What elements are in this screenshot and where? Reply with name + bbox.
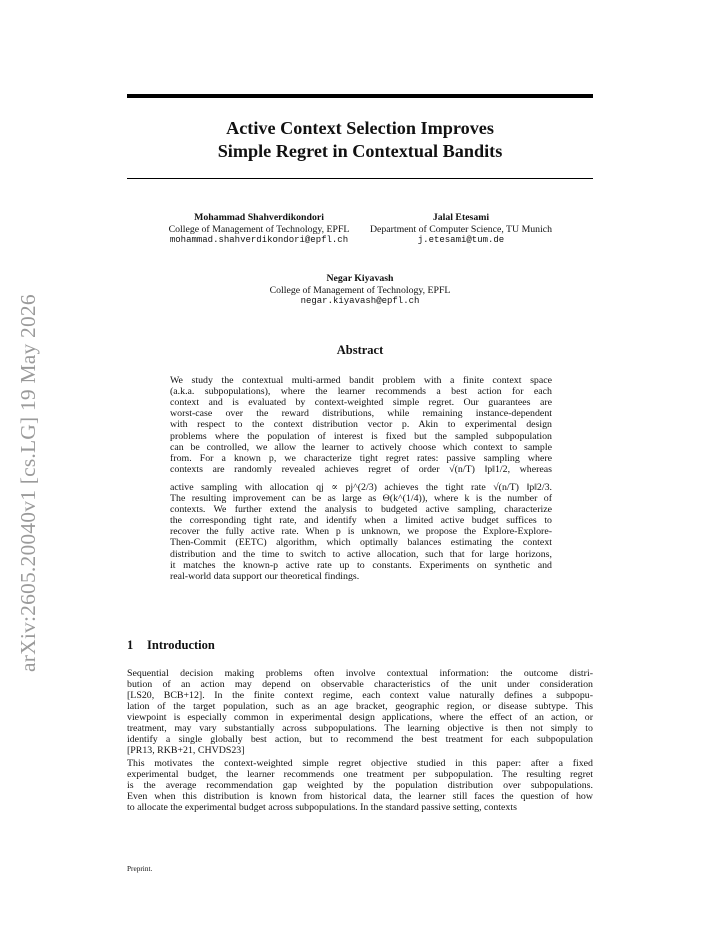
text-line: (a.k.a. subpopulations), where the learner recommends a best action for each bbox=[170, 386, 552, 398]
title-top-rule bbox=[127, 94, 593, 98]
text-line: bution of an action may depend on observable characteristics of the unit under consideration bbox=[127, 679, 593, 690]
title-bottom-rule bbox=[127, 178, 593, 179]
text-line: the corresponding tight rate, and identify when a limited active budget suffices to bbox=[170, 515, 552, 527]
author-name: Jalal Etesami bbox=[432, 212, 490, 223]
author-affiliation: College of Management of Technology, EPFL bbox=[168, 223, 350, 235]
text-line: [LS20, BCB+12]. In the finite context regime, each context value naturally defines a subpopu- bbox=[127, 690, 593, 701]
author-affiliation: College of Management of Technology, EPFL bbox=[269, 284, 451, 296]
text-line: viewpoint is especially common in experimental design applications, where the effect of an action, or bbox=[127, 712, 593, 723]
author-block bbox=[134, 212, 384, 247]
author-block bbox=[230, 273, 490, 308]
text-line: is the average recommendation gap weighted by the population distribution over subpopulations. bbox=[127, 780, 593, 791]
text-line: problems where the population of interest is fixed but the sampled subpopulation bbox=[170, 430, 552, 442]
section-number: 1 bbox=[127, 638, 134, 652]
text-line: worst-case over the reward distributions, while remaining instance-dependent bbox=[170, 408, 552, 420]
text-line: it matches the known-p active rate up to constants. Experiments on synthetic and bbox=[170, 559, 552, 571]
text-line: treatment, may vary substantially across subpopulations. The learning objective is then not simply to bbox=[127, 723, 593, 734]
text-line: to allocate the experimental budget across subpopulations. In the standard passive setting, contexts bbox=[127, 802, 517, 813]
text-line: lation of the target population, such as an age bracket, geographic region, or disease subtype. This bbox=[127, 701, 593, 712]
text-line: with respect to the context distribution vector p. Akin to experimental design bbox=[170, 419, 552, 431]
text-line: contexts. We further extend the analysis to budgeted active sampling, characterize bbox=[170, 504, 552, 516]
author-name: Negar Kiyavash bbox=[326, 273, 394, 284]
text-line: identify a single globally best action, but to recommend the best treatment for each subpopulation bbox=[127, 734, 593, 745]
text-line: recover the fully active rate. When p is unknown, we propose the Explore-Explore- bbox=[170, 526, 552, 538]
text-line: Sequential decision making problems often involve contextual information: the outcome distri- bbox=[127, 668, 593, 679]
author-email[interactable]: mohammad.shahverdikondori@epfl.ch bbox=[169, 235, 349, 246]
text-line: This motivates the context-weighted simple regret objective studied in this paper: after a fixed bbox=[127, 758, 593, 769]
author-affiliation: Department of Computer Science, TU Munich bbox=[369, 223, 553, 235]
text-line: Then-Commit (EETC) algorithm, which optimally balances estimating the context bbox=[170, 537, 552, 549]
section-heading bbox=[127, 638, 215, 653]
text-line: distribution and the time to switch to active allocation, such that for large horizons, bbox=[170, 548, 552, 560]
text-line: [PR13, RKB+21, CHVDS23] bbox=[127, 745, 245, 756]
section-title: Introduction bbox=[147, 638, 215, 652]
text-line: context and is evaluated by context-weighted simple regret. Our guarantees are bbox=[170, 397, 552, 409]
text-line: The resulting improvement can be as large as Θ(k^(1/4)), where k is the number of bbox=[170, 493, 552, 504]
text-line: can be controlled, we allow the learner to actively choose which context to sample bbox=[170, 441, 552, 453]
text-line: Even when this distribution is known from historical data, the learner still faces the question of how bbox=[127, 791, 593, 802]
text-line: real-world data support our theoretical findings. bbox=[170, 570, 360, 582]
arxiv-side-label: arXiv:2605.20040v1 [cs.LG] 19 May 2026 bbox=[16, 294, 40, 672]
author-email[interactable]: negar.kiyavash@epfl.ch bbox=[300, 296, 420, 307]
title-line: Active Context Selection Improves bbox=[226, 118, 494, 138]
abstract-heading: Abstract bbox=[336, 343, 384, 357]
author-email[interactable]: j.etesami@tum.de bbox=[417, 235, 505, 246]
text-line: contexts are randomly revealed achieves regret of order √(n/T) ‖p‖1/2, whereas bbox=[170, 463, 552, 475]
text-line: experimental budget, the learner recommends one treatment per subpopulation. The resulting regret bbox=[127, 769, 593, 780]
paper-title bbox=[127, 117, 593, 163]
text-line: active sampling with allocation qj ∝ pj^(2/3) achieves the tight rate √(n/T) ‖p‖2/3. bbox=[170, 481, 552, 493]
author-block bbox=[366, 212, 556, 247]
footer-note: Preprint. bbox=[127, 864, 153, 873]
title-line: Simple Regret in Contextual Bandits bbox=[217, 141, 503, 161]
author-name: Mohammad Shahverdikondori bbox=[194, 212, 324, 223]
text-line: We study the contextual multi-armed bandit problem with a finite context space bbox=[170, 375, 552, 386]
text-line: from. For a known p, we characterize tight regret rates: passive sampling where bbox=[170, 452, 552, 464]
